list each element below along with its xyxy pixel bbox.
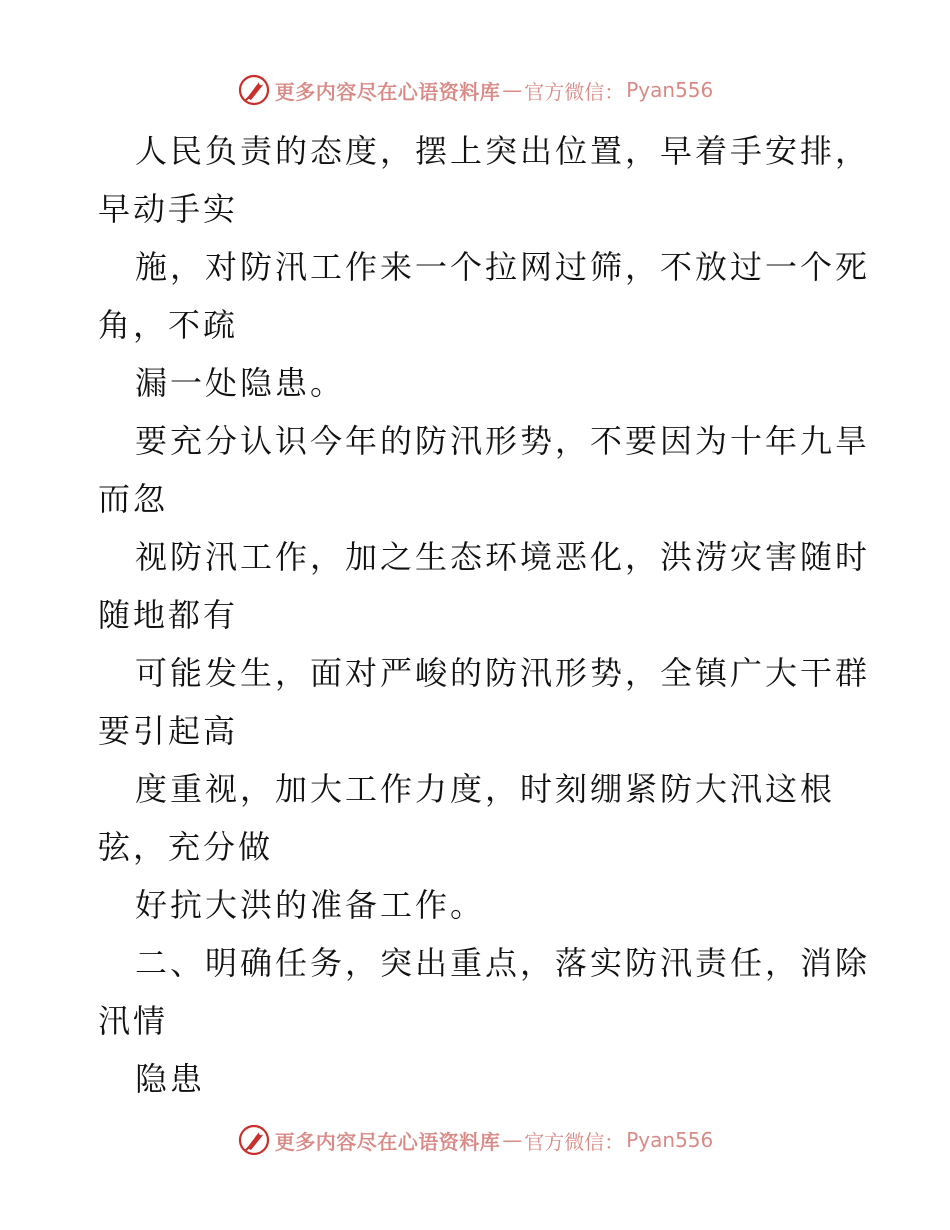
footer-watermark: [0, 1123, 950, 1157]
text-line: 漏一处隐患。: [135, 364, 346, 402]
quill-logo-icon: [237, 1123, 271, 1157]
text-line: 可能发生，面对严峻的防汛形势，全镇广大干群: [135, 654, 871, 692]
watermark-site-text: 更多内容尽在心语资料库: [274, 79, 501, 104]
watermark-wechat-id: Pyan556: [626, 78, 714, 102]
watermark-wechat-id: Pyan556: [626, 1128, 714, 1152]
watermark-dash: —: [502, 1128, 523, 1152]
watermark-wechat-label: 官方微信：: [524, 79, 625, 104]
text-line: 度重视，加大工作力度，时刻绷紧防大汛这根: [135, 770, 836, 808]
text-line: 角，不疏: [98, 306, 239, 344]
header-watermark: [0, 73, 950, 107]
watermark-wechat-label: 官方微信：: [524, 1129, 625, 1154]
text-line: 隐患: [135, 1060, 206, 1098]
text-line: 二、明确任务，突出重点，落实防汛责任，消除: [135, 944, 871, 982]
text-line: 要引起高: [98, 712, 239, 750]
text-line: 弦，充分做: [98, 828, 274, 866]
document-body: [98, 122, 871, 1108]
watermark-dash: —: [502, 78, 523, 102]
text-line: 好抗大洪的准备工作。: [135, 886, 486, 924]
text-line: 视防汛工作，加之生态环境恶化，洪涝灾害随时: [135, 538, 871, 576]
text-line: 早动手实: [98, 190, 239, 228]
watermark-site-text: 更多内容尽在心语资料库: [274, 1129, 501, 1154]
text-line: 施，对防汛工作来一个拉网过筛，不放过一个死: [135, 248, 871, 286]
text-line: 汛情: [98, 1002, 169, 1040]
text-line: 要充分认识今年的防汛形势，不要因为十年九旱: [135, 422, 871, 460]
text-line: 人民负责的态度，摆上突出位置，早着手安排，: [135, 132, 871, 170]
text-line: 随地都有: [98, 596, 239, 634]
quill-logo-icon: [237, 73, 271, 107]
text-line: 而忽: [98, 480, 169, 518]
